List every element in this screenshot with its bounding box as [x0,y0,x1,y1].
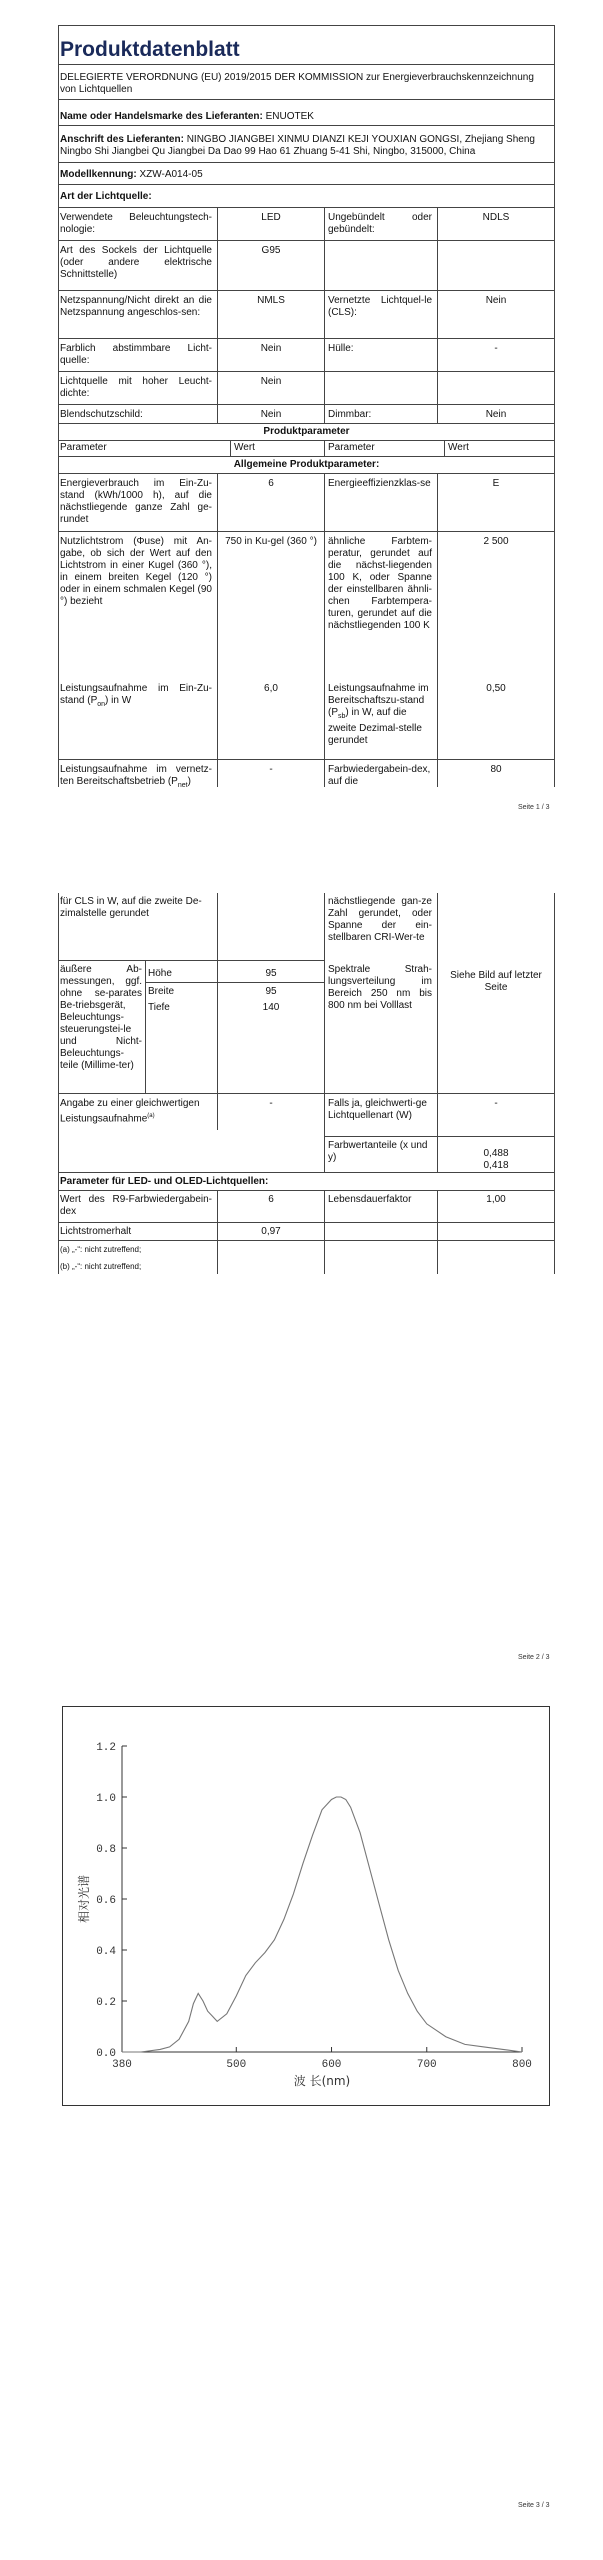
col-wert-1: Wert [234,442,255,453]
chromaticity-y: 0,418 [483,1160,509,1171]
x-tick-label: 500 [226,2059,247,2071]
x-tick-label: 700 [416,2059,437,2071]
chromaticity-label: Farbwertanteile (x und y) [328,1140,428,1163]
spectral-label: Spektrale Strah-lungsverteilung im Bereich 250 nm bis 800 nm bei Volllast [328,964,432,1011]
supplier-address-label: Anschrift des Lieferanten: [60,134,184,145]
led-params-heading: Parameter für LED- und OLED-Lichtquellen: [60,1176,269,1187]
envelope-label: Hülle: [328,343,354,354]
supplier-name: ENUOTEK [265,111,314,122]
col-param-1: Parameter [60,442,107,453]
cls-value: Nein [485,295,507,306]
r9-label: Wert des R9-Farbwiedergabein-dex [60,1194,212,1217]
envelope-value: - [494,343,498,354]
cri-cont: nächstliegende gan-ze Zahl gerundet, oder Spanne der ein-stellbaren CRI-Wer-te [328,896,432,943]
cls-power-cont: für CLS in W, auf die zweite De-zimalstelle gerundet [60,896,202,919]
tech-value: LED [261,212,281,223]
col-param-2: Parameter [328,442,375,453]
y-tick-label: 0.8 [96,1844,116,1856]
model-label: Modellkennung: [60,169,137,180]
y-tick-label: 0.2 [96,1997,116,2009]
x-axis-label: 波 长(nm) [293,2074,351,2088]
page-number-3: Seite 3 / 3 [518,2502,550,2509]
equivalent-type-value: - [494,1098,498,1109]
width-label: Breite [148,986,175,997]
cri-value: 80 [490,764,502,775]
width-value: 95 [265,986,277,997]
lumen-maintenance-value: 0,97 [261,1226,281,1237]
energy-consumption-value: 6 [268,478,274,489]
y-tick-label: 0.0 [96,2048,116,2060]
efficiency-class-value: E [492,478,500,489]
high-luminance-value: Nein [260,376,282,387]
equivalent-power-label: Angabe zu einer gleichwertigen Leistungsaufnahme$^{(a)}$ [60,1098,200,1125]
mains-value: NMLS [257,295,285,306]
y-axis-label: 相对光谱 [77,1874,91,1924]
equivalent-power-value: - [269,1098,273,1109]
lumen-maintenance-label: Lichtstromerhalt [60,1226,132,1237]
col-wert-2: Wert [448,442,469,453]
general-params-heading: Allgemeine Produktparameter: [233,459,380,470]
equivalent-type-label: Falls ja, gleichwerti-ge Lichtquellenart (W) [328,1098,427,1121]
net-standby-label: Leistungsaufnahme im vernetz-ten Bereitschaftsbetrieb $(P_{net})$ [60,764,212,789]
y-tick-label: 0.4 [96,1946,116,1958]
spectral-value: Siehe Bild auf letzter Seite [450,970,542,993]
height-value: 95 [265,968,277,979]
model-row [60,169,203,181]
socket-value: G95 [261,245,281,256]
useful-flux-label: Nutzlichtstrom (Φuse) mit An-gabe, ob sich der Wert auf den Lichtstrom in einer Kugel (360 °), in einem breiten Kegel (120 °) oder in einem schmalen Kegel (90 °) bezieht [60,536,212,607]
standby-power-value: 0,50 [486,683,506,694]
beam-value: NDLS [482,212,510,223]
tunable-value: Nein [260,343,282,354]
footnote-a: (a) „-“: nicht zutreffend; [60,1245,142,1254]
x-tick-label: 380 [112,2059,132,2071]
depth-label: Tiefe [148,1002,170,1013]
light-source-type-heading: Art der Lichtquelle: [60,191,152,202]
supplier-name-row [60,111,550,123]
energy-consumption-label: Energieverbrauch im Ein-Zu-stand (kWh/1000 h), auf die nächstliegende ganze Zahl ge-rundet [60,478,212,525]
y-tick-label: 0.6 [96,1895,116,1907]
net-standby-value: - [269,764,273,775]
tech-label: Verwendete Beleuchtungstech-nologie: [60,212,212,235]
cct-label: ähnliche Farbtem-peratur, gerundet auf die nächst-liegenden 100 K, oder Spanne der einstellbaren ähnli-chen Farbtempera-turen, gerundet auf die nächstliegenden 100 K [328,536,432,631]
mains-label: Netzspannung/Nicht direkt an die Netzspannung angeschlos-sen: [60,295,212,318]
x-tick-label: 600 [321,2059,342,2071]
high-luminance-label: Lichtquelle mit hoher Leucht-dichte: [60,376,212,399]
useful-flux-value: 750 in Ku-gel (360 °) [225,536,317,547]
dimmable-value: Nein [485,409,507,420]
socket-label: Art des Sockels der Lichtquelle (oder andere elektrische Schnittstelle) [60,245,212,280]
supplier-address: NINGBO JIANGBEI XINMU DIANZI KEJI YOUXIAN GONGSI, Zhejiang Sheng Ningbo Shi Jiangbei Qu Jiangbei Da Dao 99 Hao 61 Zhuang 5-41 Shi, Ningbo, 315000, China [60,134,535,157]
dimensions-label: äußere Ab-messungen, ggf. ohne se-parates Be-triebsgerät, Beleuchtungs-steuerungstei-le und Nicht-Beleuchtungs-teile (Millime-ter) [60,964,142,1071]
dimmable-label: Dimmbar: [328,409,372,420]
glare-shield-value: Nein [260,409,282,420]
chromaticity-x: 0,488 [483,1148,509,1159]
model-id: XZW-A014-05 [139,169,203,180]
spectral-chart [62,1706,550,2106]
page-title: Produktdatenblatt [60,38,240,61]
standby-power-label: Leistungsaufnahme im Bereitschaftszu-stand $(P_{sb})$ in W, auf die zweite Dezimal-stelle gerundet [328,683,429,746]
cls-label: Vernetzte Lichtquel-le (CLS): [328,295,432,318]
cct-value: 2 500 [483,536,509,547]
footnote-b: (b) „-“: nicht zutreffend; [60,1262,142,1271]
tunable-label: Farblich abstimmbare Licht-quelle: [60,343,212,366]
y-tick-label: 1.2 [96,1742,116,1754]
on-power-label: Leistungsaufnahme im Ein-Zu-stand $(P_{on})$ in W [60,683,212,708]
product-params-heading: Produktparameter [263,426,350,437]
survival-factor-value: 1,00 [486,1194,506,1205]
page-number-1: Seite 1 / 3 [518,804,550,811]
supplier-name-label: Name oder Handelsmarke des Lieferanten: [60,111,263,122]
regulation-text: DELEGIERTE VERORDNUNG (EU) 2019/2015 DER KOMMISSION zur Energieverbrauchskennzeichnung von Lichtquellen [60,72,534,95]
survival-factor-label: Lebensdauerfaktor [328,1194,412,1205]
cri-label: Farbwiedergabein-dex, auf die [328,764,431,787]
efficiency-class-label: Energieeffizienzklas-se [328,478,431,489]
supplier-address-row [60,134,550,158]
depth-value: 140 [262,1002,280,1013]
page-number-2: Seite 2 / 3 [518,1654,550,1661]
glare-shield-label: Blendschutzschild: [60,409,143,420]
x-tick-label: 800 [512,2059,532,2071]
on-power-value: 6,0 [264,683,278,694]
r9-value: 6 [268,1194,274,1205]
beam-label: Ungebündelt oder gebündelt: [328,212,432,235]
y-tick-label: 1.0 [96,1793,116,1805]
height-label: Höhe [148,968,172,979]
